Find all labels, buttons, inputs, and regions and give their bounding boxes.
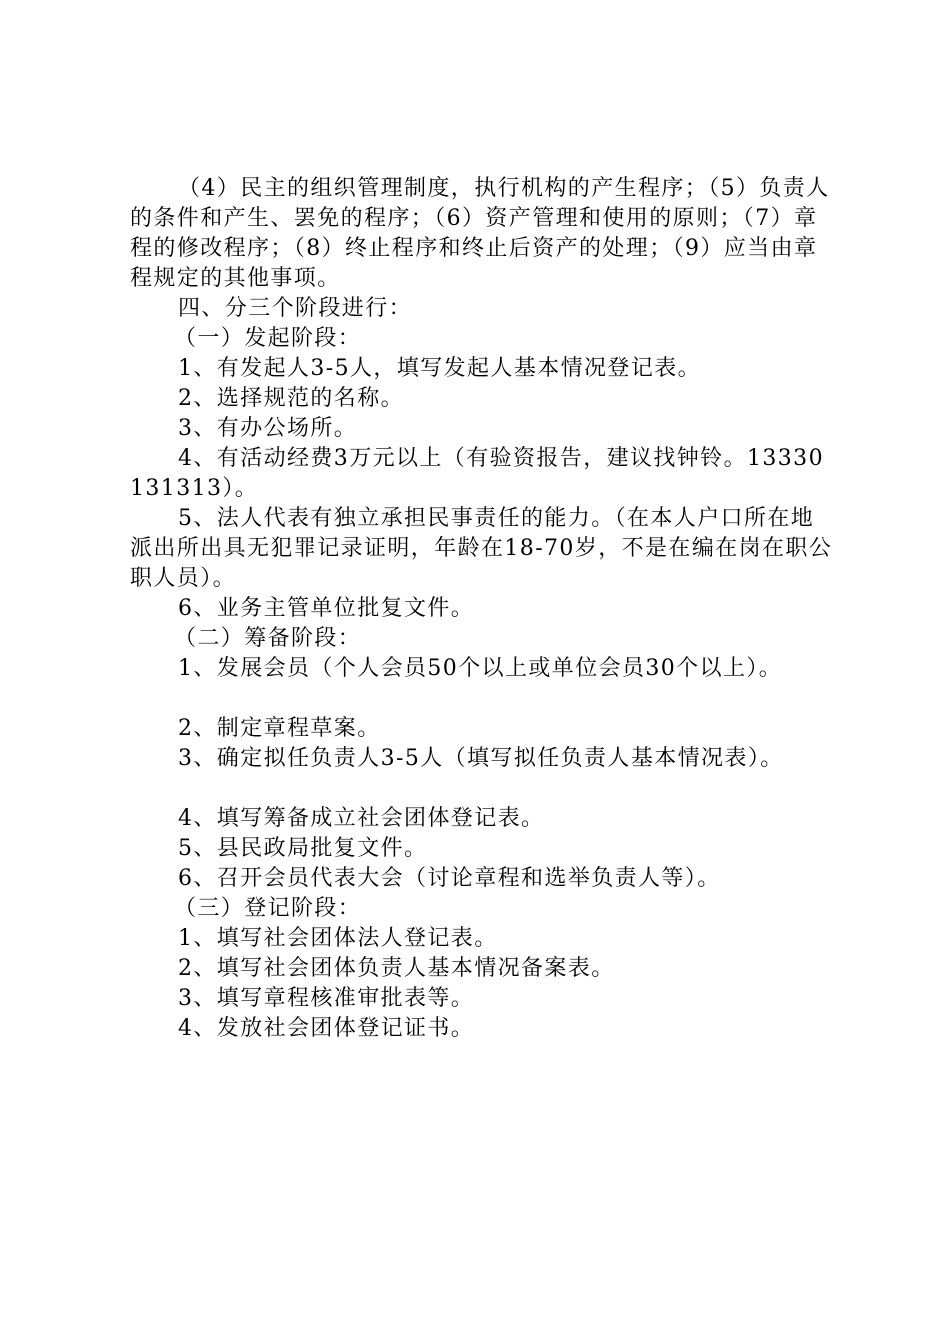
document-body: [130, 174, 835, 1044]
stage-heading-initiation: （一）发起阶段：: [174, 326, 362, 351]
stage-heading-preparation: （二）筹备阶段：: [174, 626, 362, 651]
blank-line: [130, 684, 835, 714]
list-item: 6、召开会员代表大会（讨论章程和选举负责人等）。: [178, 866, 721, 891]
section-heading-stages: 四、分三个阶段进行：: [178, 296, 413, 321]
list-item: 2、制定章程草案。: [178, 716, 381, 741]
list-item: 1、有发起人3-5人，填写发起人基本情况登记表。: [178, 356, 702, 381]
list-item: 3、填写章程核准审批表等。: [178, 986, 475, 1011]
list-item: 3、有办公场所。: [178, 416, 358, 441]
paragraph-charter-items: （4）民主的组织管理制度，执行机构的产生程序；（5）负责人的条件和产生、罢免的程序；（6）资产管理和使用的原则；（7）章程的修改程序；（8）终止程序和终止后资产的处理；（9）应当由章程规定的其他事项。: [130, 176, 830, 291]
list-item: 5、县民政局批复文件。: [178, 836, 428, 861]
list-item: 3、确定拟任负责人3-5人（填写拟任负责人基本情况表）。: [178, 746, 784, 771]
list-item: 4、填写筹备成立社会团体登记表。: [178, 806, 545, 831]
list-item: 6、业务主管单位批复文件。: [178, 596, 475, 621]
blank-line: [130, 774, 835, 804]
list-item: 1、填写社会团体法人登记表。: [178, 926, 498, 951]
list-item: 5、法人代表有独立承担民事责任的能力。（在本人户口所在地派出所出具无犯罪记录证明，年龄在18-70岁，不是在编在岗在职公职人员）。: [130, 506, 833, 591]
list-item: 4、有活动经费3万元以上（有验资报告，建议找钟铃。13330131313）。: [130, 446, 824, 501]
stage-heading-registration: （三）登记阶段：: [174, 896, 362, 921]
list-item: 2、选择规范的名称。: [178, 386, 404, 411]
list-item: 4、发放社会团体登记证书。: [178, 1016, 475, 1041]
list-item: 1、发展会员（个人会员50个以上或单位会员30个以上）。: [178, 656, 783, 681]
list-item: 2、填写社会团体负责人基本情况备案表。: [178, 956, 615, 981]
